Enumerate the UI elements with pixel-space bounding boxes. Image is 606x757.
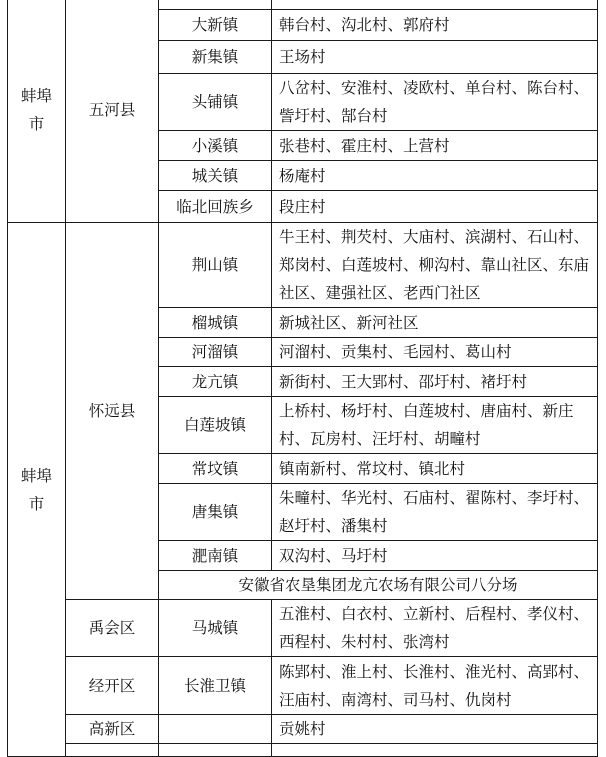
villages-cell: 上桥村、杨圩村、白莲坡村、唐庙村、新庄村、瓦房村、汪圩村、胡疃村 xyxy=(272,397,598,454)
villages-cell: 王场村 xyxy=(272,41,598,74)
town-cell: 河溜镇 xyxy=(159,338,272,367)
table-row xyxy=(8,0,598,10)
town-cell: 荆山镇 xyxy=(159,223,272,308)
villages-cell: 张巷村、霍庄村、上营村 xyxy=(272,131,598,161)
villages-cell: 段庄村 xyxy=(272,191,598,223)
town-cell: 长淮卫镇 xyxy=(159,657,272,715)
town-cell: 大新镇 xyxy=(159,10,272,41)
county-cell: 经开区 xyxy=(66,657,159,715)
town-cell xyxy=(159,715,272,744)
table-row xyxy=(8,744,598,757)
table-row xyxy=(8,223,598,308)
county-cell xyxy=(66,744,159,757)
town-cell: 临北回族乡 xyxy=(159,191,272,223)
town-cell: 小溪镇 xyxy=(159,131,272,161)
town-cell: 马城镇 xyxy=(159,600,272,657)
villages-cell: 韩台村、沟北村、郭府村 xyxy=(272,10,598,41)
city-name: 蚌埠市 xyxy=(20,466,52,513)
villages-cell xyxy=(272,744,598,757)
villages-cell: 贡姚村 xyxy=(272,715,598,744)
villages-cell: 新城社区、新河社区 xyxy=(272,308,598,338)
town-cell: 榴城镇 xyxy=(159,308,272,338)
county-cell: 五河县 xyxy=(66,0,159,223)
town-cell: 城关镇 xyxy=(159,161,272,191)
town-cell: 龙亢镇 xyxy=(159,367,272,397)
town-cell xyxy=(159,744,272,757)
town-cell: 头铺镇 xyxy=(159,74,272,131)
town-cell: 常坟镇 xyxy=(159,454,272,484)
town-cell: 白莲坡镇 xyxy=(159,397,272,454)
city-cell xyxy=(8,0,66,223)
villages-cell: 牛王村、荆芡村、大庙村、滨湖村、石山村、郑岗村、白莲坡村、柳沟村、靠山社区、东庙社区、建强社区、老西门社区 xyxy=(272,223,598,308)
town-cell xyxy=(159,0,272,10)
table-row xyxy=(8,600,598,657)
table-row xyxy=(8,715,598,744)
villages-cell: 五淮村、白衣村、立新村、后程村、孝仪村、西程村、朱村村、张湾村 xyxy=(272,600,598,657)
villages-cell: 新街村、王大郢村、邵圩村、褚圩村 xyxy=(272,367,598,397)
county-cell: 高新区 xyxy=(66,715,159,744)
villages-cell: 杨庵村 xyxy=(272,161,598,191)
town-cell: 新集镇 xyxy=(159,41,272,74)
table-row xyxy=(8,657,598,715)
farm-cell: 安徽省农垦集团龙亢农场有限公司八分场 xyxy=(159,571,598,600)
villages-cell: 朱疃村、华光村、石庙村、翟陈村、李圩村、赵圩村、潘集村 xyxy=(272,484,598,541)
villages-cell: 河溜村、贡集村、毛园村、葛山村 xyxy=(272,338,598,367)
city-cell xyxy=(8,223,66,757)
villages-cell: 八岔村、安淮村、凌欧村、单台村、陈台村、訾圩村、郜台村 xyxy=(272,74,598,131)
town-cell: 淝南镇 xyxy=(159,541,272,571)
villages-cell xyxy=(272,0,598,10)
villages-cell: 陈郢村、淮上村、长淮村、淮光村、高郢村、汪庙村、南湾村、司马村、仇岗村 xyxy=(272,657,598,715)
village-table xyxy=(7,0,598,757)
town-cell: 唐集镇 xyxy=(159,484,272,541)
city-name: 蚌埠市 xyxy=(20,87,52,133)
county-cell: 怀远县 xyxy=(66,223,159,600)
villages-cell: 镇南新村、常坟村、镇北村 xyxy=(272,454,598,484)
county-cell: 禹会区 xyxy=(66,600,159,657)
villages-cell: 双沟村、马圩村 xyxy=(272,541,598,571)
